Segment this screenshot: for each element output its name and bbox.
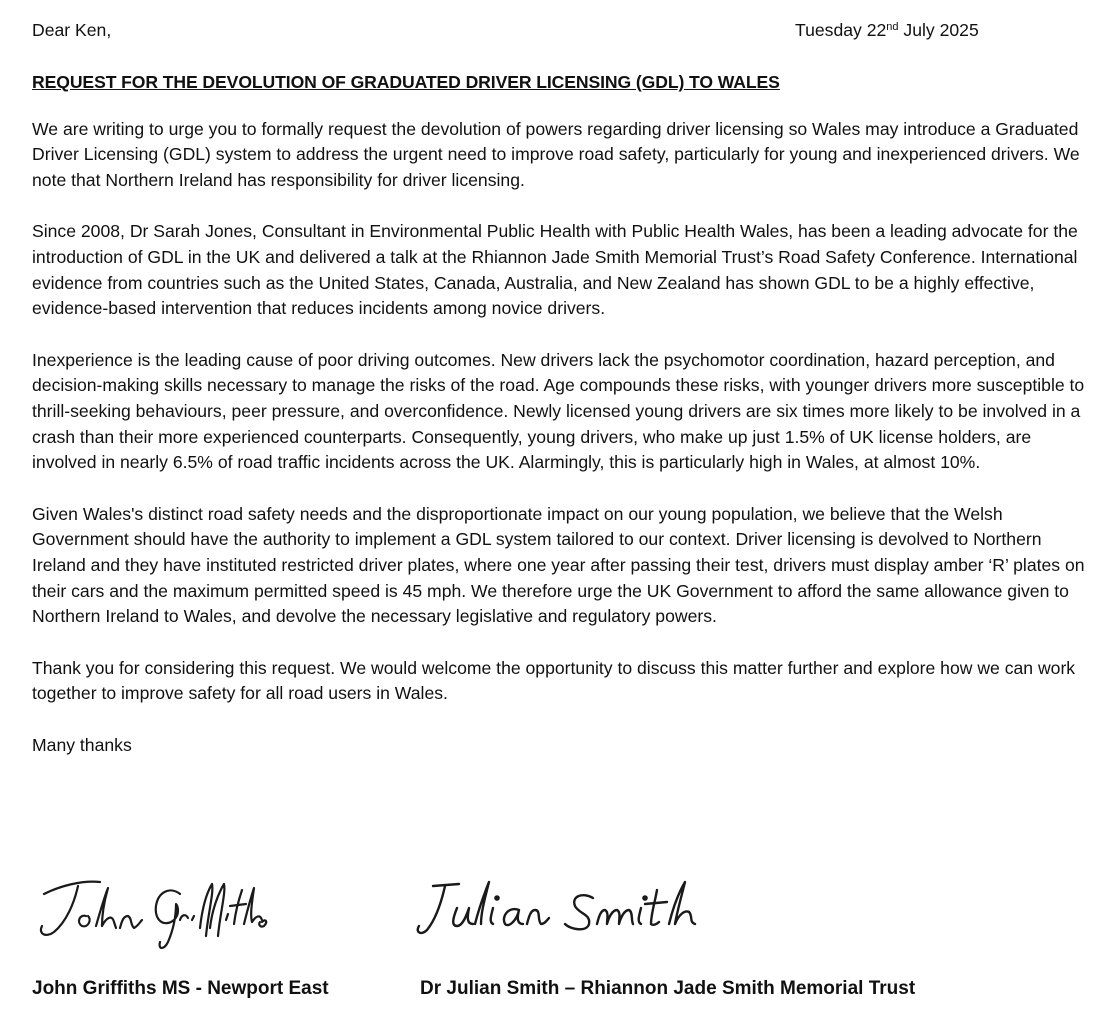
handwritten-signature-icon xyxy=(405,864,720,950)
signature-block xyxy=(0,850,1115,1009)
paragraph-4: Given Wales's distinct road safety needs and the disproportionate impact on our young population, we believe that the Welsh Government should have the authority to implement a GDL system tailored to our context. Driver licensing is devolved to Northern Ireland and they have instituted restricted driver plates, where one year after passing their test, drivers must display amber ‘R’ plates on their cars and the maximum permitted speed is 45 mph. We therefore urge the UK Government to afford the same allowance given to Northern Ireland to Wales, and devolve the necessary legislative and regulatory powers. xyxy=(32,503,1085,627)
signer-name-julian-smith: Dr Julian Smith – Rhiannon Jade Smith Memorial Trust xyxy=(420,978,916,999)
salutation: Dear Ken, xyxy=(32,20,112,40)
date-ordinal-suffix: nd xyxy=(886,21,899,33)
paragraph-3: Inexperience is the leading cause of poor driving outcomes. New drivers lack the psychomotor coordination, hazard perception, and decision-making skills necessary to manage the risks of the road. Age compounds these risks, with younger drivers more susceptible to thrill-seeking behaviours, peer pressure, and overconfidence. Newly licensed young drivers are six times more likely to be involved in a crash than their more experienced counterparts. Consequently, young drivers, who make up just 1.5% of UK license holders, are involved in nearly 6.5% of road traffic incidents across the UK. Alarmingly, this is particularly high in Wales, at almost 10%. xyxy=(32,349,1085,473)
date-month-year: July 2025 xyxy=(898,20,979,40)
signer-name-john-griffiths: John Griffiths MS - Newport East xyxy=(32,978,329,999)
letter-date xyxy=(795,18,979,44)
letter-body xyxy=(32,18,1092,758)
signature-julian-smith xyxy=(405,864,720,950)
paragraph-5: Thank you for considering this request. We would welcome the opportunity to discuss this matter further and explore how we can work together to improve safety for all road users in Wales. xyxy=(32,657,1076,704)
paragraph-2: Since 2008, Dr Sarah Jones, Consultant in Environmental Public Health with Public Health Wales, has been a leading advocate for the introduction of GDL in the UK and delivered a talk at the Rhiannon Jade Smith Memorial Trust’s Road Safety Conference. International evidence from countries such as the United States, Canada, Australia, and New Zealand has shown GDL to be a highly effective, evidence-based intervention that reduces incidents among novice drivers. xyxy=(32,221,1078,319)
handwritten-signature-icon xyxy=(30,858,270,958)
closing: Many thanks xyxy=(32,734,132,755)
signature-john-griffiths xyxy=(30,858,270,958)
subject-line: REQUEST FOR THE DEVOLUTION OF GRADUATED DRIVER LICENSING (GDL) TO WALES xyxy=(32,72,780,92)
date-day: Tuesday 22 xyxy=(795,20,887,40)
paragraph-1: We are writing to urge you to formally request the devolution of powers regarding driver licensing so Wales may introduce a Graduated Driver Licensing (GDL) system to address the urgent need to improve road safety, particularly for young and inexperienced drivers. We note that Northern Ireland has responsibility for driver licensing. xyxy=(32,118,1080,190)
letter-header xyxy=(32,18,1092,44)
